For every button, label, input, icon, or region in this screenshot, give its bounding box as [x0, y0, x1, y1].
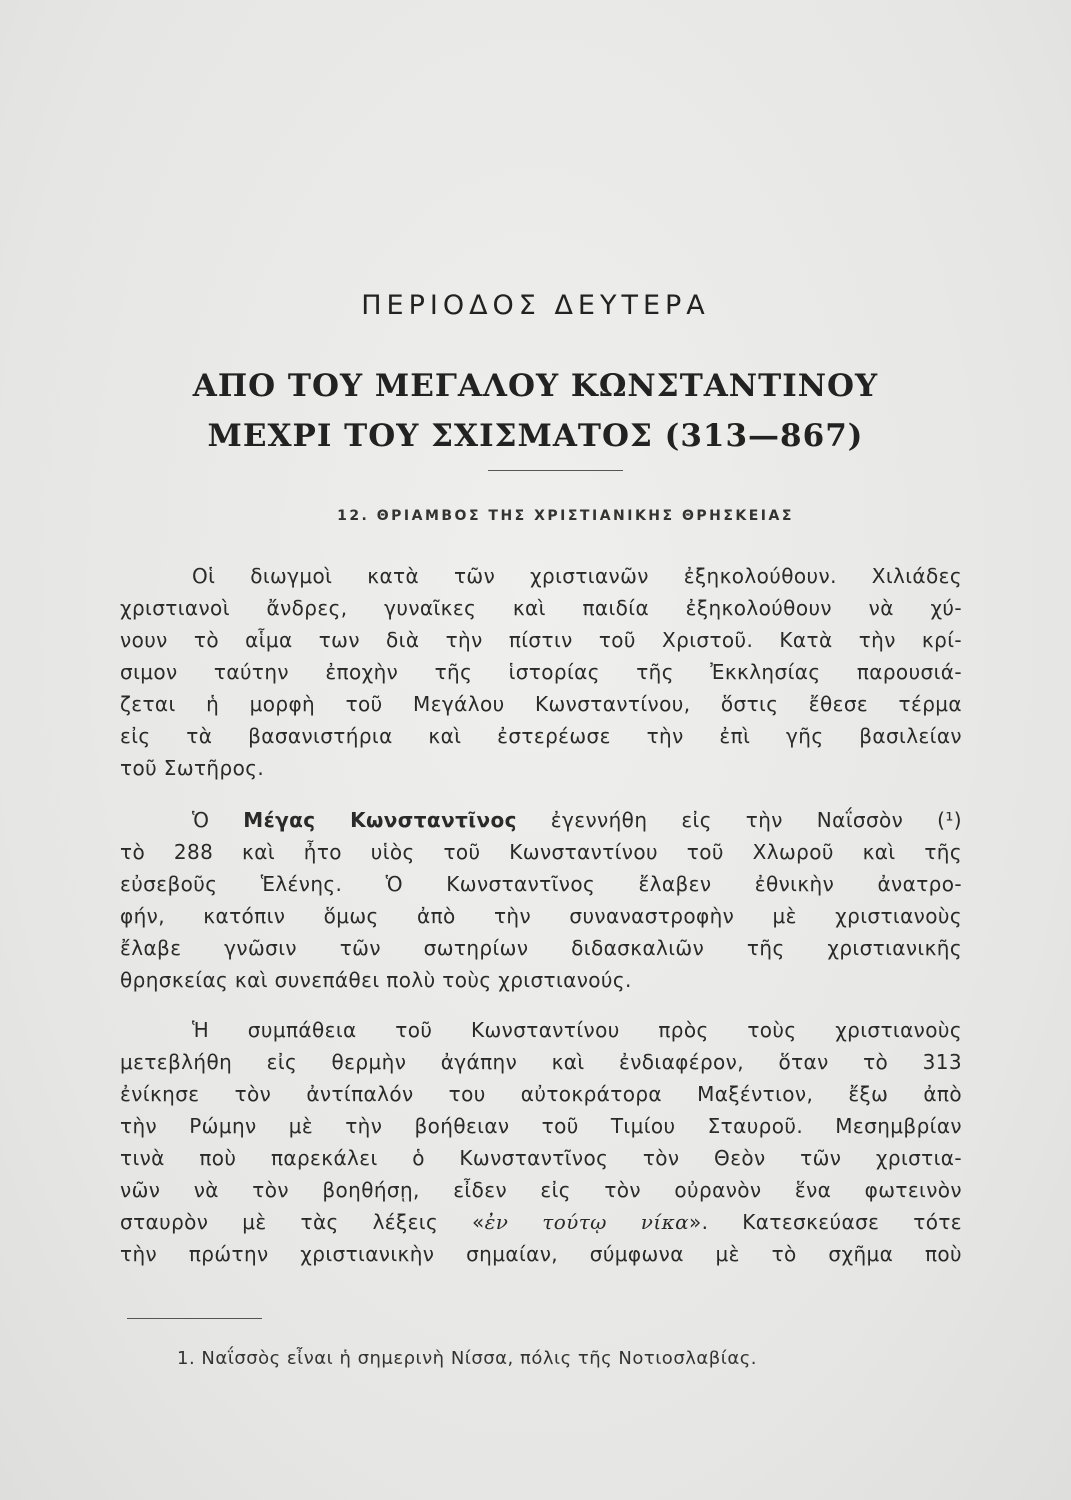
footnote-divider: [127, 1318, 262, 1319]
quoted-phrase: ἐν τούτῳ νίκα: [484, 1210, 689, 1234]
paragraph-line: μετεβλήθη εἰς θερμὴν ἀγάπην καὶ ἐνδιαφέρον, ὅταν τὸ 313: [120, 1050, 962, 1074]
section-heading: 12. ΘΡΙΑΜΒΟΣ ΤΗΣ ΧΡΙΣΤΙΑΝΙΚΗΣ ΘΡΗΣΚΕΙΑΣ: [337, 508, 794, 524]
paragraph-line: εἰς τὰ βασανιστήρια καὶ ἐστερέωσε τὴν ἐπὶ γῆς βασιλείαν: [120, 724, 962, 748]
paragraph-line: νῶν νὰ τὸν βοηθήσῃ, εἶδεν εἰς τὸν οὐρανὸν ἕνα φωτεινὸν: [120, 1178, 962, 1202]
emphasized-name: Μέγας Κωνσταντῖνος: [243, 808, 517, 832]
paragraph-line: Ἡ συμπάθεια τοῦ Κωνσταντίνου πρὸς τοὺς χριστιανοὺς: [192, 1018, 962, 1042]
main-title-line1: ΑΠΟ ΤΟΥ ΜΕΓΑΛΟΥ ΚΩΝΣΤΑΝΤΙΝΟΥ: [192, 368, 879, 404]
main-title-line2: ΜΕΧΡΙ ΤΟΥ ΣΧΙΣΜΑΤΟΣ (313—867): [207, 418, 864, 454]
paragraph-line: [120, 804, 962, 836]
paragraph-line: τὴν Ρώμην μὲ τὴν βοήθειαν τοῦ Τιμίου Σταυροῦ. Μεσημβρίαν: [120, 1114, 962, 1138]
paragraph-text: σταυρὸν μὲ τὰς λέξεις «: [120, 1210, 485, 1234]
paragraph-line: τοῦ Σωτῆρος.: [120, 756, 265, 780]
paragraph-line: εὐσεβοῦς Ἑλένης. Ὁ Κωνσταντῖνος ἔλαβεν ἐθνικὴν ἀνατρο-: [120, 872, 962, 896]
paragraph-line: [120, 1206, 962, 1238]
paragraph-line: φήν, κατόπιν ὅμως ἀπὸ τὴν συναναστροφὴν μὲ χριστιανοὺς: [120, 904, 962, 928]
paragraph-line: Οἱ διωγμοὶ κατὰ τῶν χριστιανῶν ἐξηκολούθουν. Χιλιάδες: [192, 564, 962, 588]
paragraph-line: τὸ 288 καὶ ἦτο υἱὸς τοῦ Κωνσταντίνου τοῦ Χλωροῦ καὶ τῆς: [120, 840, 962, 864]
paragraph-line: ἔλαβε γνῶσιν τῶν σωτηρίων διδασκαλιῶν τῆς χριστιανικῆς: [120, 936, 962, 960]
paragraph-line: ἐνίκησε τὸν ἀντίπαλόν του αὐτοκράτορα Μαξέντιον, ἔξω ἀπὸ: [120, 1082, 962, 1106]
paragraph-text: ». Κατεσκεύασε τότε: [689, 1210, 962, 1234]
period-title: ΠΕΡΙΟΔΟΣ ΔΕΥΤΕΡΑ: [361, 290, 710, 321]
paragraph-line: νουν τὸ αἷμα των διὰ τὴν πίστιν τοῦ Χριστοῦ. Κατὰ τὴν κρί-: [120, 628, 962, 652]
paragraph-line: τὴν πρώτην χριστιανικὴν σημαίαν, σύμφωνα μὲ τὸ σχῆμα ποὺ: [120, 1242, 962, 1266]
paragraph-text: Ὁ: [192, 808, 244, 832]
paragraph-line: χριστιανοὶ ἄνδρες, γυναῖκες καὶ παιδία ἐξηκολούθουν νὰ χύ-: [120, 596, 962, 620]
paragraph-line: ζεται ἡ μορφὴ τοῦ Μεγάλου Κωνσταντίνου, ὅστις ἔθεσε τέρμα: [120, 692, 962, 716]
body-text: [120, 560, 962, 1300]
paragraph-line: θρησκείας καὶ συνεπάθει πολὺ τοὺς χριστιανούς.: [120, 968, 632, 992]
paragraph-line: τινὰ ποὺ παρεκάλει ὁ Κωνσταντῖνος τὸν Θεὸν τῶν χριστια-: [120, 1146, 962, 1170]
paragraph-text: ἐγεννήθη εἰς τὴν Ναΐσσὸν (¹): [516, 808, 962, 832]
title-divider: [488, 470, 623, 471]
footnote: 1. Ναΐσσὸς εἶναι ἡ σημερινὴ Νίσσα, πόλις τῆς Νοτιοσλαβίας.: [177, 1348, 757, 1369]
paragraph-line: σιμον ταύτην ἐποχὴν τῆς ἱστορίας τῆς Ἐκκλησίας παρουσιά-: [120, 660, 962, 684]
